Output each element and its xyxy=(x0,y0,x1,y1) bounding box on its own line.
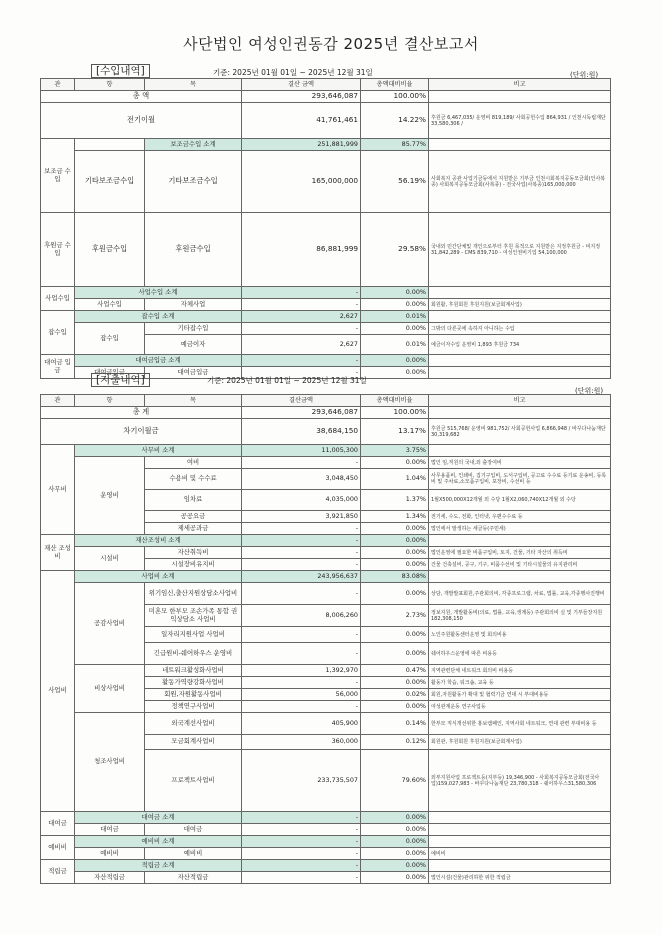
income-table xyxy=(40,78,611,379)
table-row: 수용비 및 수수료 3,048,450 1.04% 사무용품비, 인쇄비, 집기구입비, 도서구입비, 공고료 수수료 등기료 운송비, 등록비 및 주차료,소모품구입비, 포장비, 수선비 등 xyxy=(41,469,611,490)
table-row: 시설비 자산취득비 - 0.00% 법인운영에 필요한 비품구입비, 토지, 건물, 기타 자산의 취득비 xyxy=(41,547,611,559)
table-row: 회원,자원활동사업비 56,000 0.02% 회원,자원활동가 확대 및 협력기금 연대 시 부대비용등 xyxy=(41,689,611,701)
table-row: 기타보조금수입 기타보조금수입 165,000,000 56.19% 사회복지 공관 사업기금등에서 지원받은 기부금 인천시회복지공동모금회(인사복종) 사회복지공동모금회(사복종) - 전국사업(사복종)165,000,000 xyxy=(41,151,611,213)
subtotal-row: 대여금 대여금 소계 - 0.00% xyxy=(41,812,611,824)
table-row: 청조사업비 외국계선사업비 405,900 0.14% 한부모 직식개선위한 홍보캠페인, 지역사회 네트워크, 연대 관련 부대비용 등 xyxy=(41,713,611,735)
table-row: 공감사업비 위기임신,출산지원상담소사업비 - 0.00% 상담, 개발발표회원,주관회의비, 각종프로그램, 차료, 법률, 교육,각종행사진행비 xyxy=(41,583,611,605)
table-row: 일자리지원사업 사업비 - 0.00% 노인주원활동센터운영 및 회의비용 xyxy=(41,627,611,643)
carryover-row: 전기이월 41,761,461 14.22% 후원금 6,467,035/ 운영비 819,189/ 사회공헌수입 864,931 / 인천시독립재단 33,580,306 / xyxy=(41,103,611,139)
income-unit: (단위:원) xyxy=(570,71,599,79)
table-row: 미혼모 한부모 조손가족 통합 권익상담소 사업비 8,006,260 2.73% 정보지원, 개발활동비(의료, 법률, 교육,생계등) 주관회의비 실 및 기부들장지원 182,308,150 xyxy=(41,605,611,627)
subtotal-row: 사무비 사무비 소계 11,005,300 3.75% xyxy=(41,445,611,457)
table-row: 프로젝트사업비 233,735,507 79.60% 외부지원사업 프로젝트등(지부등) 19,346,900 - 사회복지공동모금회(전국사업)159,027,983 - 바꾸다나눔재단 23,780,318 - 쉐어하우스31,580,306 xyxy=(41,750,611,812)
table-row: 긴급원비-쉐어하우스 운영비 - 0.00% 쉐어하우스운영에 따른 비용등 xyxy=(41,643,611,665)
table-row: 공공요금 3,921,850 1.34% 전기세, 수도, 전화, 인터넷, 우편수수료 등 xyxy=(41,511,611,523)
table-row: 비상사업비 네트워크활성화사업비 1,392,970 0.47% 지역관련단체 네트워크 회의비 비용등 xyxy=(41,665,611,677)
table-row: 운영비 여비 - 0.00% 법인 임,직원의 국내,외 출장여비 xyxy=(41,457,611,469)
table-row: 예금이자 2,627 0.01% 예금이자수입 운영비 1,893 후원금 734 xyxy=(41,335,611,355)
table-row: 모금회계사업비 360,000 0.12% 회원관, 후원회원 후원지원(보금회계사업) xyxy=(41,735,611,750)
income-period: 기준: 2025년 01월 01일 ~ 2025년 12월 31일 xyxy=(213,68,373,77)
subtotal-row: 예비비 예비비 소계 - 0.00% xyxy=(41,836,611,848)
table-row: 시설장비유지비 - 0.00% 건물 건축설비, 공구, 기구, 비품수선비 및 기타시설물의 유지관리비 xyxy=(41,559,611,571)
subtotal-row: 적립금 적립금 소계 - 0.00% xyxy=(41,860,611,872)
table-row: 활동가역량강화사업비 - 0.00% 활동가 학습, 워크숍, 교육 등 xyxy=(41,677,611,689)
table-row: 임차료 4,035,000 1.37% 1월X500,000X12개월 외 수당 1월X2,060,740X12개월 외 수당 xyxy=(41,490,611,511)
table-row: 대여금입금 대여금입금 - 0.00% xyxy=(41,367,611,379)
subtotal-row: 재산 조성비 재산조성비 소계 - 0.00% xyxy=(41,535,611,547)
table-row: 대여금 대여금 - 0.00% xyxy=(41,824,611,836)
subtotal-row: 사업수입 사업수입 소계 - 0.00% xyxy=(41,287,611,299)
carryover-row: 차기이월금 38,684,150 13.17% 후원금 515,768/ 운영비 981,752/ 사회공헌사업 6,866,948 / 바꾸다나눔재단 30,319,682 xyxy=(41,419,611,445)
table-header: 관 항 목 결산금액 총액대비비율 비고 xyxy=(41,395,611,407)
subtotal-row: 대여금 입금 대여금입금 소계 - 0.00% xyxy=(41,355,611,367)
expense-table xyxy=(40,394,611,884)
table-row: 예비비 예비비 - 0.00% 예비비 xyxy=(41,848,611,860)
subtotal-row: 잡수입 잡수입 소계 2,627 0.01% xyxy=(41,311,611,323)
total-row: 총 액 293,646,087 100.00% xyxy=(41,91,611,103)
income-section-label: [수입내역] xyxy=(91,63,150,78)
table-header: 관 항 목 결산 금액 총액대비비율 비고 xyxy=(41,79,611,91)
expense-unit: (단위:원) xyxy=(575,387,604,395)
table-row: 사업수입 자체사업 - 0.00% 회원활, 후원회원 후원지원(보금회계사업) xyxy=(41,299,611,311)
subtotal-row: 보조금 수입 보조금수입 소계 251,881,999 85.77% xyxy=(41,139,611,151)
table-row: 잡수입 기타잡수입 - 0.00% 그밖의 다른곳에 속하지 아니하는 수입 xyxy=(41,323,611,335)
expense-section-label: [지출내역] xyxy=(91,372,150,387)
total-row: 총 계 293,646,087 100.00% xyxy=(41,407,611,419)
expense-period: 기준: 2025년 01월 01일 ~ 2025년 12월 31일 xyxy=(207,376,367,385)
table-row: 제세공과금 - 0.00% 법인에서 발생하는 세금등(주민세) xyxy=(41,523,611,535)
table-row: 후원금 수입 후원금수입 후원금수입 86,881,999 29.58% 국내외 민간단체및 개인으로부터 후원 목적으로 지원받은 지정후원금 - 비지정 31,842,289 - CMS 839,710 - 여성인권비기업 54,100,000 xyxy=(41,213,611,287)
table-row: 자산적립금 자산적립금 - 0.00% 법인시설(건물)관리하한 위한 적립금 xyxy=(41,872,611,884)
document-title: 사단법인 여성인권동감 2025년 결산보고서 xyxy=(183,35,479,53)
subtotal-row: 사업비 사업비 소계 243,956,637 83.08% xyxy=(41,571,611,583)
table-row: 정책연구사업비 - 0.00% 여성관계운동 연구사업등 xyxy=(41,701,611,713)
